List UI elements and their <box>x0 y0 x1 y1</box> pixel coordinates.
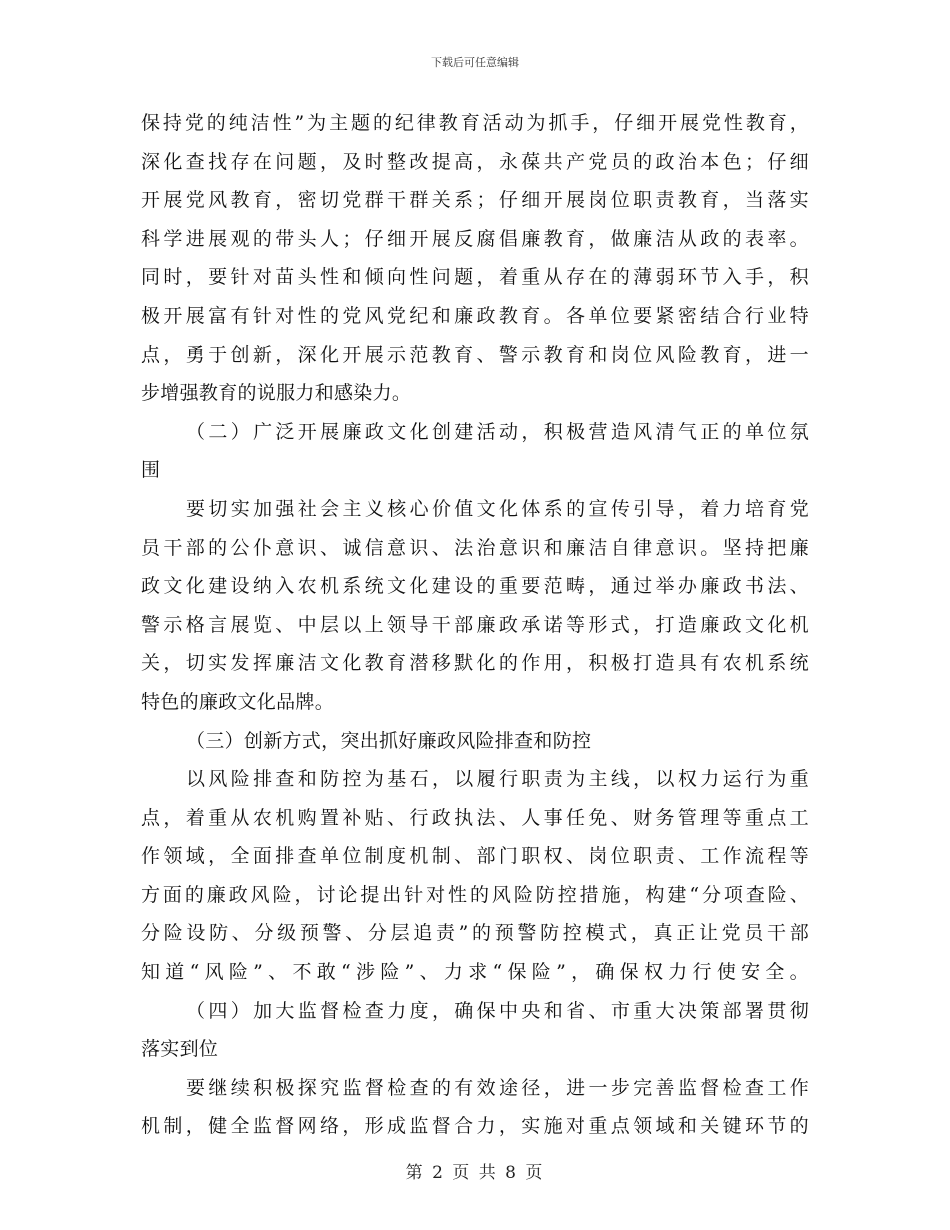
text-line: 科学进展观的带头人；仔细开展反腐倡廉教育，做廉洁从政的表率。 <box>141 227 809 250</box>
text-line: 要切实加强社会主义核心价值文化体系的宣传引导，着力培育党 <box>186 497 809 520</box>
text-line: 点，勇于创新，深化开展示范教育、警示教育和岗位风险教育，进一 <box>141 343 809 366</box>
text-line: 落实到位 <box>141 1038 219 1061</box>
text-line: 特色的廉政文化品牌。 <box>141 690 335 713</box>
text-line: 步增强教育的说服力和感染力。 <box>141 382 412 405</box>
text-line: 知道“风险”、不敢“涉险”、力求“保险”，确保权力行使安全。 <box>141 961 809 984</box>
text-line: 机制，健全监督网络，形成监督合力，实施对重点领域和关键环节的 <box>141 1115 809 1138</box>
text-line: 作领域，全面排查单位制度机制、部门职权、岗位职责、工作流程等 <box>141 845 809 868</box>
text-line: （二）广泛开展廉政文化创建活动，积极营造风清气正的单位氛 <box>186 420 809 443</box>
text-line: 围 <box>141 459 161 482</box>
page-footer: 第 2 页 共 8 页 <box>405 1163 545 1183</box>
text-line: 方面的廉政风险，讨论提出针对性的风险防控措施，构建“分项查险、 <box>141 883 809 906</box>
page-header: 下载后可任意编辑 <box>431 56 519 69</box>
text-line: 深化查找存在问题，及时整改提高，永葆共产党员的政治本色；仔细 <box>141 150 809 173</box>
text-line: 员干部的公仆意识、诚信意识、法治意识和廉洁自律意识。坚持把廉 <box>141 536 809 559</box>
document-body <box>141 104 809 1146</box>
text-line: 同时，要针对苗头性和倾向性问题，着重从存在的薄弱环节入手，积 <box>141 266 809 289</box>
text-line: 要继续积极探究监督检查的有效途径，进一步完善监督检查工作 <box>186 1076 809 1099</box>
text-line: 极开展富有针对性的党风党纪和廉政教育。各单位要紧密结合行业特 <box>141 304 809 327</box>
text-line: 关，切实发挥廉洁文化教育潜移默化的作用，积极打造具有农机系统 <box>141 652 809 675</box>
text-line: 开展党风教育，密切党群干群关系；仔细开展岗位职责教育，当落实 <box>141 189 809 212</box>
text-line: 分险设防、分级预警、分层追责”的预警防控模式，真正让党员干部 <box>141 922 809 945</box>
text-line: （三）创新方式，突出抓好廉政风险排查和防控 <box>186 729 592 752</box>
text-line: （四）加大监督检查力度，确保中央和省、市重大决策部署贯彻 <box>186 999 809 1022</box>
text-line: 以风险排查和防控为基石，以履行职责为主线，以权力运行为重 <box>186 768 809 791</box>
text-line: 警示格言展览、中层以上领导干部廉政承诺等形式，打造廉政文化机 <box>141 613 809 636</box>
text-line: 点，着重从农机购置补贴、行政执法、人事任免、财务管理等重点工 <box>141 806 809 829</box>
text-line: 保持党的纯洁性”为主题的纪律教育活动为抓手，仔细开展党性教育， <box>141 112 809 134</box>
text-line: 政文化建设纳入农机系统文化建设的重要范畴，通过举办廉政书法、 <box>141 575 809 598</box>
